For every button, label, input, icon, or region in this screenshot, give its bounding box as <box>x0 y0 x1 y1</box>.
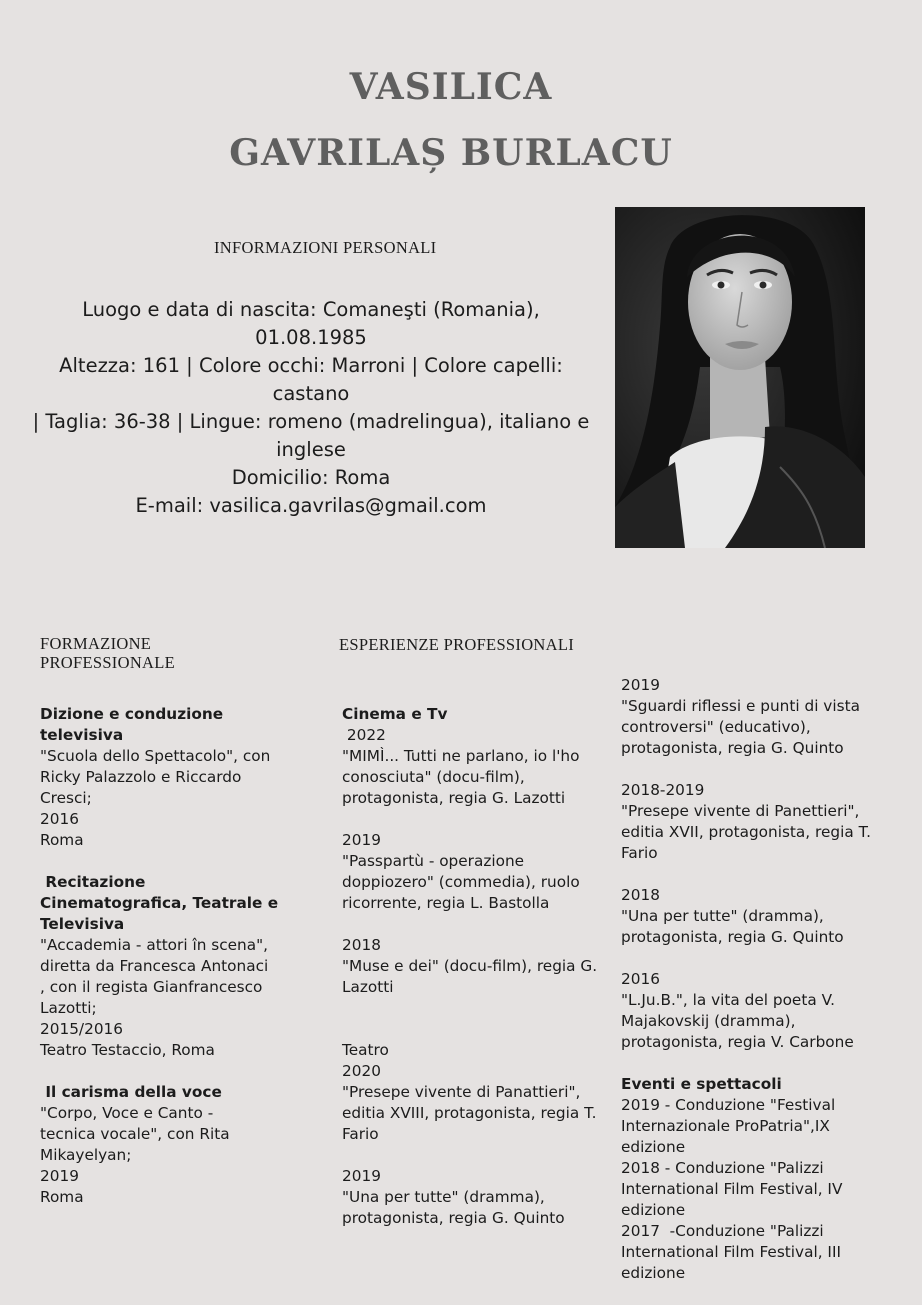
entry-line: 2018 <box>342 936 381 954</box>
entry-line: Lazotti <box>342 978 394 996</box>
entry-line: 2018-2019 <box>621 781 705 799</box>
section-subheading: Televisiva <box>40 915 125 933</box>
section-subheading: Recitazione <box>40 873 146 891</box>
spacer <box>40 1061 290 1082</box>
personal-info-block <box>30 296 592 520</box>
personal-info-title: INFORMAZIONI PERSONALI <box>214 238 437 257</box>
entry-line: Teatro Testaccio, Roma <box>40 1041 215 1059</box>
entry-line: Teatro <box>342 1041 389 1059</box>
personal-info-line: inglese <box>276 438 346 461</box>
first-name-heading: VASILICA <box>349 66 553 108</box>
entry-line: Cresci; <box>40 789 92 807</box>
personal-info-line: E-mail: vasilica.gavrilas@gmail.com <box>135 494 487 517</box>
entry-line: 2019 <box>342 831 381 849</box>
spacer <box>342 998 602 1019</box>
entry-line: 2020 <box>342 1062 381 1080</box>
entry-line: "L.Ju.B.", la vita del poeta V. <box>621 991 835 1009</box>
spacer <box>342 1019 602 1040</box>
entry-line: protagonista, regia G. Quinto <box>342 1209 565 1227</box>
entry-line: doppiozero" (commedia), ruolo <box>342 873 580 891</box>
entry-line: International Film Festival, IV <box>621 1180 843 1198</box>
entry-line: "MIMÌ... Tutti ne parlano, io l'ho <box>342 747 580 765</box>
experience-list <box>342 704 602 1229</box>
spacer <box>621 759 891 780</box>
spacer <box>342 914 602 935</box>
entry-line: 2017 -Conduzione "Palizzi <box>621 1222 824 1240</box>
entry-line: "Accademia - attori în scena", <box>40 936 269 954</box>
entry-line: Fario <box>342 1125 379 1143</box>
entry-line: 2019 <box>621 676 660 694</box>
education-list <box>40 704 290 1208</box>
entry-line: "Presepe vivente di Panettieri", <box>621 802 860 820</box>
experience-title: ESPERIENZE PROFESSIONALI <box>339 635 575 654</box>
entry-line: 2022 <box>342 726 386 744</box>
entry-line: Ricky Palazzolo e Riccardo <box>40 768 242 786</box>
entry-line: edizione <box>621 1201 686 1219</box>
section-subheading: Cinematografica, Teatrale e <box>40 894 279 912</box>
entry-line: 2019 <box>40 1167 79 1185</box>
portrait-photo <box>615 207 865 548</box>
entry-line: "Una per tutte" (dramma), <box>342 1188 545 1206</box>
entry-line: protagonista, regia G. Quinto <box>621 928 844 946</box>
spacer <box>40 851 290 872</box>
entry-line: , con il regista Gianfrancesco <box>40 978 263 996</box>
entry-line: "Muse e dei" (docu-film), regia G. <box>342 957 598 975</box>
entry-line: "Corpo, Voce e Canto - <box>40 1104 214 1122</box>
education-title-line: PROFESSIONALE <box>40 653 176 672</box>
entry-line: protagonista, regia G. Quinto <box>621 739 844 757</box>
entry-line: Internazionale ProPatria",IX <box>621 1117 830 1135</box>
last-name-heading: GAVRILAȘ BURLACU <box>229 132 673 174</box>
personal-info-line: Domicilio: Roma <box>231 466 391 489</box>
personal-info-line: Luogo e data di nascita: Comaneşti (Romania), 01.08.1985 <box>82 298 540 349</box>
entry-line: International Film Festival, III <box>621 1243 841 1261</box>
spacer <box>621 948 891 969</box>
entry-line: editia XVIII, protagonista, regia T. <box>342 1104 597 1122</box>
entry-line: 2018 <box>621 886 660 904</box>
section-subheading: Cinema e Tv <box>342 705 448 723</box>
entry-line: Majakovskij (dramma), <box>621 1012 796 1030</box>
entry-line: Fario <box>621 844 658 862</box>
section-subheading: Il carisma della voce <box>40 1083 222 1101</box>
spacer <box>621 864 891 885</box>
entry-line: Roma <box>40 1188 84 1206</box>
education-title-line: FORMAZIONE <box>40 634 152 653</box>
entry-line: Lazotti; <box>40 999 97 1017</box>
section-subheading: Dizione e conduzione <box>40 705 224 723</box>
entry-line: 2016 <box>621 970 660 988</box>
education-title <box>40 634 175 672</box>
entry-line: 2018 - Conduzione "Palizzi <box>621 1159 824 1177</box>
entry-line: 2015/2016 <box>40 1020 124 1038</box>
entry-line: "Presepe vivente di Panattieri", <box>342 1083 581 1101</box>
entry-line: editia XVII, protagonista, regia T. <box>621 823 871 841</box>
entry-line: tecnica vocale", con Rita <box>40 1125 230 1143</box>
entry-line: Mikayelyan; <box>40 1146 132 1164</box>
entry-line: edizione <box>621 1138 686 1156</box>
entry-line: Roma <box>40 831 84 849</box>
entry-line: "Passpartù - operazione <box>342 852 525 870</box>
personal-info-line: | Taglia: 36-38 | Lingue: romeno (madrelingua), italiano e <box>32 410 590 433</box>
entry-line: conosciuta" (docu-film), <box>342 768 525 786</box>
entry-line: 2016 <box>40 810 79 828</box>
entry-line: ricorrente, regia L. Bastolla <box>342 894 550 912</box>
entry-line: diretta da Francesca Antonaci <box>40 957 269 975</box>
spacer <box>342 1145 602 1166</box>
spacer <box>342 809 602 830</box>
entry-line: "Una per tutte" (dramma), <box>621 907 824 925</box>
entry-line: controversi" (educativo), <box>621 718 811 736</box>
entry-line: 2019 - Conduzione "Festival <box>621 1096 836 1114</box>
entry-line: "Sguardi riflessi e punti di vista <box>621 697 860 715</box>
entry-line: edizione <box>621 1264 686 1282</box>
spacer <box>621 1053 891 1074</box>
personal-info-line: Altezza: 161 | Colore occhi: Marroni | Colore capelli: castano <box>59 354 563 405</box>
entry-line: protagonista, regia G. Lazotti <box>342 789 566 807</box>
entry-line: protagonista, regia V. Carbone <box>621 1033 854 1051</box>
entry-line: 2019 <box>342 1167 381 1185</box>
entry-line: "Scuola dello Spettacolo", con <box>40 747 271 765</box>
portrait-image <box>615 207 865 548</box>
section-subheading: Eventi e spettacoli <box>621 1075 782 1093</box>
section-subheading: televisiva <box>40 726 124 744</box>
experience-list-continued <box>621 675 891 1284</box>
